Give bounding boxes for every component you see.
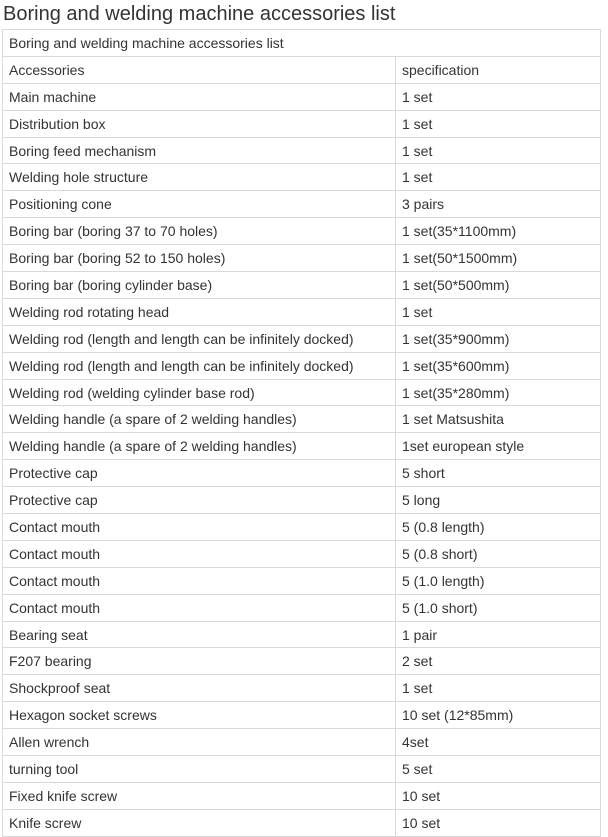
specification-cell: 1 set(35*600mm) — [396, 352, 601, 379]
table-row — [3, 272, 601, 299]
table-caption-row — [3, 30, 601, 57]
accessory-name-cell: Contact mouth — [3, 514, 396, 541]
specification-cell: 5 set — [396, 756, 601, 783]
accessory-name-cell: Welding handle (a spare of 2 welding handles) — [3, 433, 396, 460]
accessory-name-cell: Contact mouth — [3, 594, 396, 621]
accessory-name-cell: Contact mouth — [3, 540, 396, 567]
table-row — [3, 110, 601, 137]
specification-cell: 1 set — [396, 83, 601, 110]
accessory-name-cell: Main machine — [3, 83, 396, 110]
accessory-name-cell: Bearing seat — [3, 621, 396, 648]
accessory-name-cell: Welding rod (length and length can be infinitely docked) — [3, 352, 396, 379]
table-row — [3, 325, 601, 352]
table-row — [3, 352, 601, 379]
table-row — [3, 540, 601, 567]
accessory-name-cell: Hexagon socket screws — [3, 702, 396, 729]
accessory-name-cell: Welding rod (welding cylinder base rod) — [3, 379, 396, 406]
page-title: Boring and welding machine accessories list — [3, 3, 396, 25]
table-row — [3, 648, 601, 675]
table-row — [3, 460, 601, 487]
table-row — [3, 567, 601, 594]
table-row — [3, 675, 601, 702]
table-row — [3, 782, 601, 809]
table-row — [3, 245, 601, 272]
specification-cell: 10 set — [396, 809, 601, 836]
specification-cell: 1 set — [396, 675, 601, 702]
table-row — [3, 379, 601, 406]
specification-cell: 1set european style — [396, 433, 601, 460]
specification-cell: 1 set(50*1500mm) — [396, 245, 601, 272]
accessory-name-cell: Welding hole structure — [3, 164, 396, 191]
specification-cell: 2 set — [396, 648, 601, 675]
specification-cell: 5 (1.0 length) — [396, 567, 601, 594]
specification-cell: 1 set — [396, 164, 601, 191]
accessory-name-cell: Protective cap — [3, 460, 396, 487]
table-row — [3, 756, 601, 783]
table-row — [3, 809, 601, 836]
accessory-name-cell: Shockproof seat — [3, 675, 396, 702]
specification-cell: 1 set(35*900mm) — [396, 325, 601, 352]
table-row — [3, 83, 601, 110]
header-accessories: Accessories — [3, 56, 396, 83]
accessory-name-cell: Fixed knife screw — [3, 782, 396, 809]
specification-cell: 1 set(50*500mm) — [396, 272, 601, 299]
specification-cell: 5 short — [396, 460, 601, 487]
specification-cell: 1 set — [396, 110, 601, 137]
accessory-name-cell: Boring bar (boring cylinder base) — [3, 272, 396, 299]
specification-cell: 1 set — [396, 137, 601, 164]
specification-cell: 10 set (12*85mm) — [396, 702, 601, 729]
accessory-name-cell: Welding handle (a spare of 2 welding handles) — [3, 406, 396, 433]
accessory-name-cell: Welding rod (length and length can be infinitely docked) — [3, 325, 396, 352]
table-row — [3, 137, 601, 164]
specification-cell: 1 set Matsushita — [396, 406, 601, 433]
accessory-name-cell: F207 bearing — [3, 648, 396, 675]
accessory-name-cell: Boring bar (boring 52 to 150 holes) — [3, 245, 396, 272]
accessory-name-cell: Distribution box — [3, 110, 396, 137]
accessory-name-cell: Boring feed mechanism — [3, 137, 396, 164]
accessory-name-cell: Protective cap — [3, 487, 396, 514]
header-specification: specification — [396, 56, 601, 83]
table-row — [3, 406, 601, 433]
specification-cell: 1 set — [396, 298, 601, 325]
accessory-name-cell: Boring bar (boring 37 to 70 holes) — [3, 218, 396, 245]
table-header-row — [3, 56, 601, 83]
accessories-table — [2, 29, 601, 837]
table-row — [3, 298, 601, 325]
table-body — [3, 30, 601, 837]
table-row — [3, 729, 601, 756]
specification-cell: 3 pairs — [396, 191, 601, 218]
table-caption: Boring and welding machine accessories list — [3, 30, 601, 57]
specification-cell: 4set — [396, 729, 601, 756]
specification-cell: 5 (0.8 length) — [396, 514, 601, 541]
table-row — [3, 218, 601, 245]
specification-cell: 5 (0.8 short) — [396, 540, 601, 567]
specification-cell: 1 pair — [396, 621, 601, 648]
accessory-name-cell: turning tool — [3, 756, 396, 783]
table-row — [3, 487, 601, 514]
accessory-name-cell: Allen wrench — [3, 729, 396, 756]
table-row — [3, 164, 601, 191]
accessory-name-cell: Contact mouth — [3, 567, 396, 594]
table-row — [3, 621, 601, 648]
table-row — [3, 594, 601, 621]
accessory-name-cell: Knife screw — [3, 809, 396, 836]
specification-cell: 10 set — [396, 782, 601, 809]
table-row — [3, 191, 601, 218]
specification-cell: 1 set(35*1100mm) — [396, 218, 601, 245]
table-row — [3, 702, 601, 729]
specification-cell: 5 long — [396, 487, 601, 514]
accessory-name-cell: Positioning cone — [3, 191, 396, 218]
specification-cell: 5 (1.0 short) — [396, 594, 601, 621]
table-row — [3, 514, 601, 541]
accessory-name-cell: Welding rod rotating head — [3, 298, 396, 325]
table-row — [3, 433, 601, 460]
specification-cell: 1 set(35*280mm) — [396, 379, 601, 406]
